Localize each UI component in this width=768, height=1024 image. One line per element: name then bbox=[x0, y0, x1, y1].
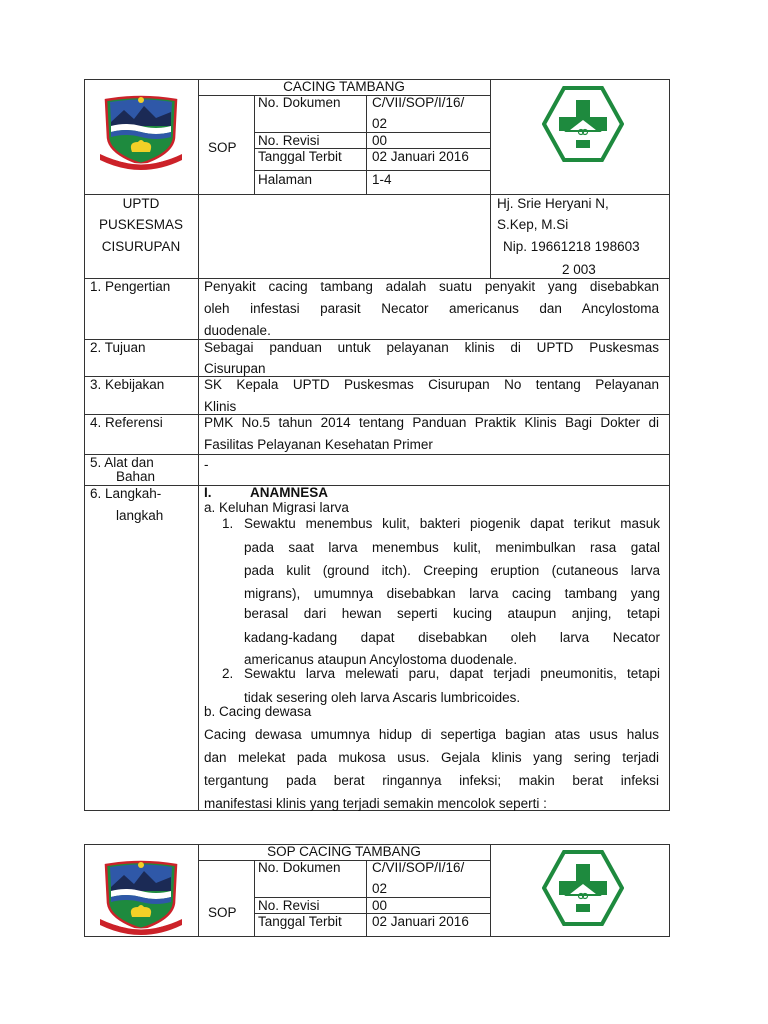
puskesmas-cross-logo bbox=[542, 86, 624, 162]
regency-emblem-logo bbox=[98, 92, 184, 170]
document-title: CACING TAMBANG bbox=[283, 79, 405, 94]
kebijakan-text-1: SK Kepala UPTD Puskesmas Cisurupan No tentang Pelayanan bbox=[204, 377, 659, 392]
item1-line-3: pada kulit (ground itch). Creeping eruption (cutaneous larva bbox=[244, 563, 660, 578]
tanggal-terbit-label: Tanggal Terbit bbox=[258, 149, 342, 164]
no-dokumen-value-2: C/VII/SOP/I/16/ bbox=[372, 860, 465, 875]
para-line-3: tergantung pada berat ringannya infeksi; makin berat infeksi bbox=[204, 773, 659, 788]
item2-line-2: tidak sesering oleh larva Ascaris lumbricoides. bbox=[244, 690, 521, 705]
no-dokumen-label: No. Dokumen bbox=[258, 95, 341, 110]
referensi-label: 4. Referensi bbox=[90, 415, 163, 430]
tujuan-text-2: Cisurupan bbox=[204, 361, 266, 376]
item1-line-2: pada saat larva menembus kulit, menimbulkan rasa gatal bbox=[244, 540, 660, 555]
signer-nip: Nip. 19661218 198603 bbox=[503, 239, 640, 254]
item1-line-5: berasal dari hewan seperti kucing ataupun anjing, tetapi bbox=[244, 606, 660, 621]
signer-name: Hj. Srie Heryani N, bbox=[497, 196, 609, 211]
tanggal-terbit-value: 02 Januari 2016 bbox=[372, 149, 469, 164]
kebijakan-label: 3. Kebijakan bbox=[90, 377, 165, 392]
item1-line-7: americanus ataupun Ancylostoma duodenale. bbox=[244, 652, 518, 667]
regency-emblem-logo-2 bbox=[98, 857, 184, 935]
org-line1: UPTD bbox=[122, 196, 160, 211]
referensi-text-2: Fasilitas Pelayanan Kesehatan Primer bbox=[204, 437, 433, 452]
sop-label: SOP bbox=[208, 140, 237, 155]
no-revisi-label: No. Revisi bbox=[258, 133, 320, 148]
item1-line-4: migrans), umumnya disebabkan larva cacing tambang yang bbox=[244, 586, 660, 601]
tujuan-label: 2. Tujuan bbox=[90, 340, 146, 355]
referensi-text-1: PMK No.5 tahun 2014 tentang Panduan Praktik Klinis Bagi Dokter di bbox=[204, 415, 659, 430]
alat-label-cont: Bahan bbox=[116, 469, 156, 484]
signer-nip-cont: 2 003 bbox=[562, 262, 596, 277]
pengertian-label: 1. Pengertian bbox=[90, 279, 171, 294]
sop-label-2: SOP bbox=[208, 905, 237, 920]
langkah-label: 6. Langkah- bbox=[90, 486, 162, 501]
cacing-dewasa-subheading: b. Cacing dewasa bbox=[204, 704, 312, 719]
tanggal-terbit-label-2: Tanggal Terbit bbox=[258, 914, 342, 929]
puskesmas-cross-logo-2 bbox=[542, 850, 624, 926]
no-revisi-label-2: No. Revisi bbox=[258, 898, 320, 913]
item2-number: 2. bbox=[222, 666, 234, 681]
kebijakan-text-2: Klinis bbox=[204, 399, 237, 414]
halaman-label: Halaman bbox=[258, 172, 313, 187]
pengertian-text-1: Penyakit cacing tambang adalah suatu penyakit yang disebabkan bbox=[204, 279, 659, 294]
alat-value: - bbox=[204, 457, 209, 472]
document-title-2: SOP CACING TAMBANG bbox=[267, 844, 421, 859]
langkah-label-cont: langkah bbox=[116, 508, 164, 523]
no-revisi-value: 00 bbox=[372, 133, 388, 148]
signer-title: S.Kep, M.Si bbox=[497, 217, 569, 232]
pengertian-text-2: oleh infestasi parasit Necator americanus dan Ancylostoma bbox=[204, 301, 659, 316]
para-line-4: manifestasi klinis yang terjadi semakin mencolok seperti : bbox=[204, 796, 547, 811]
para-line-1: Cacing dewasa umumnya hidup di sepertiga bagian atas usus halus bbox=[204, 727, 659, 742]
no-revisi-value-2: 00 bbox=[372, 898, 388, 913]
org-line2: PUSKESMAS bbox=[98, 217, 184, 232]
item1-line-6: kadang-kadang dapat disebabkan oleh larva Necator bbox=[244, 630, 660, 645]
item1-line-1: Sewaktu menembus kulit, bakteri piogenik dapat terikut masuk bbox=[244, 516, 660, 531]
org-line3: CISURUPAN bbox=[101, 239, 181, 254]
item1-number: 1. bbox=[222, 516, 234, 531]
no-dokumen-value-cont: 02 bbox=[372, 116, 388, 131]
no-dokumen-value: C/VII/SOP/I/16/ bbox=[372, 95, 465, 110]
alat-label: 5. Alat dan bbox=[90, 455, 154, 470]
tujuan-text-1: Sebagai panduan untuk pelayanan klinis di UPTD Puskesmas bbox=[204, 340, 659, 355]
tanggal-terbit-value-2: 02 Januari 2016 bbox=[372, 914, 469, 929]
halaman-value: 1-4 bbox=[372, 172, 392, 187]
item2-line-1: Sewaktu larva melewati paru, dapat terjadi pneumonitis, tetapi bbox=[244, 666, 660, 681]
anamnesa-heading: ANAMNESA bbox=[250, 485, 329, 500]
no-dokumen-value-2-cont: 02 bbox=[372, 881, 388, 896]
keluhan-subheading: a. Keluhan Migrasi larva bbox=[204, 500, 349, 515]
para-line-2: dan melekat pada mukosa usus. Gejala klinis yang sering terjadi bbox=[204, 750, 659, 765]
no-dokumen-label-2: No. Dokumen bbox=[258, 860, 341, 875]
anamnesa-number: I. bbox=[204, 485, 212, 500]
pengertian-text-3: duodenale. bbox=[204, 323, 271, 338]
